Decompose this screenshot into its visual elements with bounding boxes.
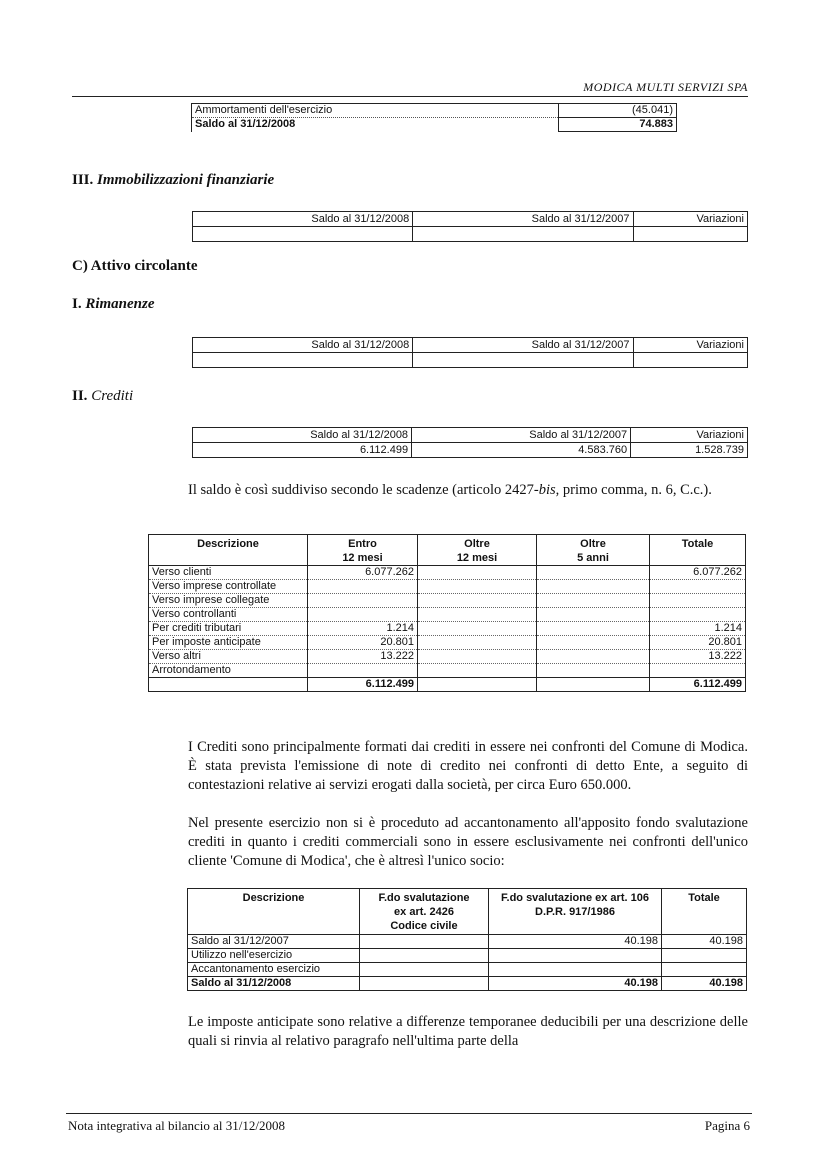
cell-desc: Utilizzo nell'esercizio: [188, 949, 360, 963]
cell-oltre5: [537, 580, 650, 594]
total-desc: [149, 678, 308, 692]
total-totale: 6.112.499: [650, 678, 746, 692]
text-italic: bis: [538, 482, 556, 498]
cell-entro: 6.077.262: [308, 566, 418, 580]
cell-oltre5: [537, 594, 650, 608]
row-value: 74.883: [559, 118, 677, 132]
company-name: MODICA MULTI SERVIZI SPA: [583, 80, 748, 94]
table-row: [149, 650, 746, 664]
rimanenze-saldo-table: [192, 337, 748, 368]
cell-totale: [650, 594, 746, 608]
cell-oltre12: [418, 636, 537, 650]
fondo-svalutazione-table: [187, 888, 747, 991]
cell-entro: [308, 594, 418, 608]
cell-desc: Accantonamento esercizio: [188, 963, 360, 977]
cell-oltre12: [418, 622, 537, 636]
value-saldo-2007: 4.583.760: [412, 443, 631, 458]
total-oltre5: [537, 678, 650, 692]
cell-c2: 40.198: [489, 935, 662, 949]
header-descrizione: Descrizione: [149, 535, 308, 566]
footer-rule: [66, 1113, 752, 1114]
cell-totale: [650, 608, 746, 622]
cell-desc: Verso imprese controllate: [149, 580, 308, 594]
cell-oltre12: [418, 580, 537, 594]
cell-totale: 13.222: [650, 650, 746, 664]
cell-totale: 20.801: [650, 636, 746, 650]
cell-tot: [662, 949, 747, 963]
section-title: Rimanenze: [85, 296, 155, 312]
table-row: [193, 353, 748, 368]
table-row: [192, 104, 677, 118]
cell-totale: 1.214: [650, 622, 746, 636]
col-saldo-2008: Saldo al 31/12/2008: [193, 212, 413, 227]
text-part: Il saldo è così suddiviso secondo le scadenze (articolo 2427-: [188, 482, 539, 498]
cell-c1: [360, 977, 489, 991]
cell-entro: 20.801: [308, 636, 418, 650]
section-number: II.: [72, 388, 88, 404]
table-row: [193, 227, 748, 242]
section-number: III.: [72, 172, 94, 188]
cell-c2: [489, 963, 662, 977]
cell-entro: 13.222: [308, 650, 418, 664]
crediti-scadenze-table: [148, 534, 746, 692]
header-fdo-106: F.do svalutazione ex art. 106 D.P.R. 917/1986: [489, 889, 662, 935]
page-number: Pagina 6: [704, 1118, 750, 1133]
col-saldo-2007: Saldo al 31/12/2007: [413, 338, 633, 353]
cell-tot: 40.198: [662, 977, 747, 991]
table-row: [193, 443, 748, 458]
cell-tot: 40.198: [662, 935, 747, 949]
cell-desc: Arrotondamento: [149, 664, 308, 678]
col-saldo-2008: Saldo al 31/12/2008: [193, 338, 413, 353]
cell-c2: [489, 949, 662, 963]
cell-desc: Saldo al 31/12/2008: [188, 977, 360, 991]
value-variazioni: 1.528.739: [631, 443, 748, 458]
table-header-row: [188, 889, 747, 935]
header-entro-12: Entro 12 mesi: [308, 535, 418, 566]
table-row: [188, 963, 747, 977]
imposte-paragraph: Le imposte anticipate sono relative a differenze temporanee deducibili per una descrizione delle quali si rinvia al relativo paragrafo nell'ultima parte della: [188, 1014, 748, 1049]
cell-oltre5: [537, 566, 650, 580]
table-row: [149, 566, 746, 580]
row-label: Saldo al 31/12/2008: [192, 118, 559, 132]
ammortamenti-table: [191, 103, 677, 132]
cell-totale: [650, 580, 746, 594]
cell-entro: [308, 608, 418, 622]
table-header-row: [193, 338, 748, 353]
header-totale: Totale: [650, 535, 746, 566]
header-oltre-12: Oltre 12 mesi: [418, 535, 537, 566]
table-row: [188, 949, 747, 963]
cell-entro: [308, 664, 418, 678]
table-row: [149, 636, 746, 650]
section-number: I.: [72, 296, 82, 312]
table-total-row: [149, 678, 746, 692]
total-entro: 6.112.499: [308, 678, 418, 692]
section-title: Immobilizzazioni finanziarie: [97, 172, 275, 188]
crediti-paragraph: I Crediti sono principalmente formati dai crediti in essere nei confronti del Comune di Modica. È stata prevista l'emissione di note di credito nei confronti di detto Ente, a seguito di contestazioni relative ai servizi erogati dalla società, per circa Euro 650.000.: [188, 739, 748, 793]
cell-oltre5: [537, 664, 650, 678]
col-saldo-2007: Saldo al 31/12/2007: [412, 428, 631, 443]
table-row: [149, 608, 746, 622]
cell-entro: 1.214: [308, 622, 418, 636]
cell-oltre12: [418, 650, 537, 664]
section-crediti: [72, 388, 133, 405]
table-row: [192, 118, 677, 132]
table-row: [149, 580, 746, 594]
cell-desc: Verso altri: [149, 650, 308, 664]
row-value: (45.041): [559, 104, 677, 118]
cell-desc: Saldo al 31/12/2007: [188, 935, 360, 949]
col-variazioni: Variazioni: [631, 428, 748, 443]
immob-fin-saldo-table: [192, 211, 748, 242]
cell-entro: [308, 580, 418, 594]
scadenze-paragraph: [188, 481, 748, 500]
cell-desc: Per crediti tributari: [149, 622, 308, 636]
cell-tot: [662, 963, 747, 977]
col-saldo-2008: Saldo al 31/12/2008: [193, 428, 412, 443]
cell-c1: [360, 935, 489, 949]
table-header-row: [149, 535, 746, 566]
section-title: Crediti: [91, 388, 134, 404]
table-header-row: [193, 428, 748, 443]
total-oltre12: [418, 678, 537, 692]
cell-c1: [360, 963, 489, 977]
section-rimanenze: [72, 296, 155, 313]
header-totale: Totale: [662, 889, 747, 935]
section-immob-fin: [72, 172, 274, 189]
header-fdo-2426: F.do svalutazione ex art. 2426 Codice civile: [360, 889, 489, 935]
cell-oltre12: [418, 664, 537, 678]
cell-oltre12: [418, 566, 537, 580]
table-row: [149, 664, 746, 678]
cell-desc: Verso imprese collegate: [149, 594, 308, 608]
footer-note: Nota integrativa al bilancio al 31/12/2008: [68, 1118, 285, 1133]
cell-oltre5: [537, 636, 650, 650]
col-variazioni: Variazioni: [633, 338, 747, 353]
header-rule: [72, 96, 748, 97]
row-label: Ammortamenti dell'esercizio: [192, 104, 559, 118]
cell-oltre12: [418, 608, 537, 622]
cell-desc: Verso controllanti: [149, 608, 308, 622]
table-row: [188, 935, 747, 949]
text-part: , primo comma, n. 6, C.c.).: [555, 482, 712, 498]
value-saldo-2008: 6.112.499: [193, 443, 412, 458]
cell-oltre5: [537, 622, 650, 636]
header-oltre-5: Oltre 5 anni: [537, 535, 650, 566]
cell-desc: Verso clienti: [149, 566, 308, 580]
header-descrizione: Descrizione: [188, 889, 360, 935]
cell-oltre12: [418, 594, 537, 608]
section-attivo-circolante: C) Attivo circolante: [72, 258, 198, 274]
cell-totale: 6.077.262: [650, 566, 746, 580]
cell-totale: [650, 664, 746, 678]
col-saldo-2007: Saldo al 31/12/2007: [413, 212, 633, 227]
crediti-saldo-table: [192, 427, 748, 458]
table-header-row: [193, 212, 748, 227]
table-row: [188, 977, 747, 991]
svalutazione-paragraph: Nel presente esercizio non si è proceduto ad accantonamento all'apposito fondo svalutazione crediti in quanto i crediti commerciali sono in essere esclusivamente nei confronti dell'unico cliente 'Comune di Modica', che è altresì l'unico socio:: [188, 815, 748, 869]
cell-c1: [360, 949, 489, 963]
cell-desc: Per imposte anticipate: [149, 636, 308, 650]
table-row: [149, 594, 746, 608]
cell-c2: 40.198: [489, 977, 662, 991]
cell-oltre5: [537, 608, 650, 622]
table-row: [149, 622, 746, 636]
cell-oltre5: [537, 650, 650, 664]
col-variazioni: Variazioni: [633, 212, 747, 227]
